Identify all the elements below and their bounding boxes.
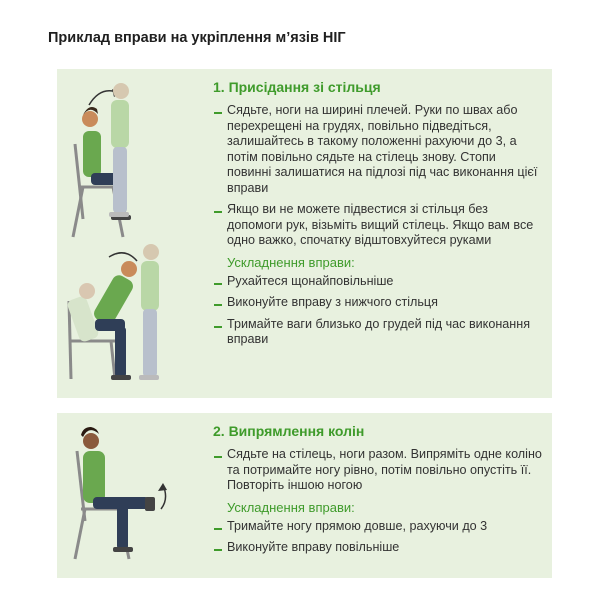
list-item: Тримайте ногу прямою довше, рахуючи до 3 xyxy=(213,519,543,535)
advanced-label: Ускладнення вправи: xyxy=(227,499,355,515)
list-item: Тримайте ваги близько до грудей під час виконання вправи xyxy=(213,317,543,348)
list-item: Сядьте на стілець, ноги разом. Випряміть одне коліно та потримайте ногу рівно, потім повільно опустіть її. Повторіть іншою ногою xyxy=(213,447,543,494)
bullet-dash xyxy=(214,326,222,328)
exercise-2-list xyxy=(213,447,543,494)
list-item: Якщо ви не можете підвестися зі стільця без допомоги рук, візьміть вищий стілець. Якщо вам все одно важко, спочатку відштовхуйтеся руками xyxy=(213,202,543,249)
exercise-2-content xyxy=(213,423,543,562)
list-item: Сядьте, ноги на ширині плечей. Руки по швах або перехрещені на грудях, повільно підведіться, залишайтесь в такому положенні рахуючи до 3, а потім повільно сядьте на стілець знову. Стопи повинні залишатися на підлозі під час виконання цієї вправи xyxy=(213,103,543,196)
list-item: Рухайтеся щонайповільніше xyxy=(213,274,543,290)
standing-figure xyxy=(109,83,129,217)
chair-squat-illustration xyxy=(57,69,207,398)
exercise-1-content xyxy=(213,79,543,354)
bullet-dash xyxy=(214,528,222,530)
bullet-dash xyxy=(214,112,222,114)
page-title: Приклад вправи на укріплення м’язів НІГ xyxy=(48,30,346,46)
list-item: Виконуйте вправу з нижчого стільця xyxy=(213,295,543,311)
exercise-1-title: 1. Присідання зі стільця xyxy=(213,79,381,95)
bullet-dash xyxy=(214,549,222,551)
exercise-2-panel xyxy=(57,413,552,578)
bullet-dash xyxy=(214,304,222,306)
list-item: Виконуйте вправу повільніше xyxy=(213,540,543,556)
standing-figure-2 xyxy=(139,244,159,380)
exercise-1-panel xyxy=(57,69,552,398)
exercise-2-advanced-list xyxy=(213,519,543,556)
advanced-label: Ускладнення вправи: xyxy=(227,254,355,270)
bullet-dash xyxy=(214,283,222,285)
bullet-dash xyxy=(214,456,222,458)
knee-extension-illustration xyxy=(57,413,207,578)
exercise-1-advanced-list xyxy=(213,274,543,348)
exercise-1-list xyxy=(213,103,543,249)
bullet-dash xyxy=(214,211,222,213)
seated-figure-leg-raise xyxy=(81,427,155,552)
exercise-2-title: 2. Випрямлення колін xyxy=(213,423,365,439)
